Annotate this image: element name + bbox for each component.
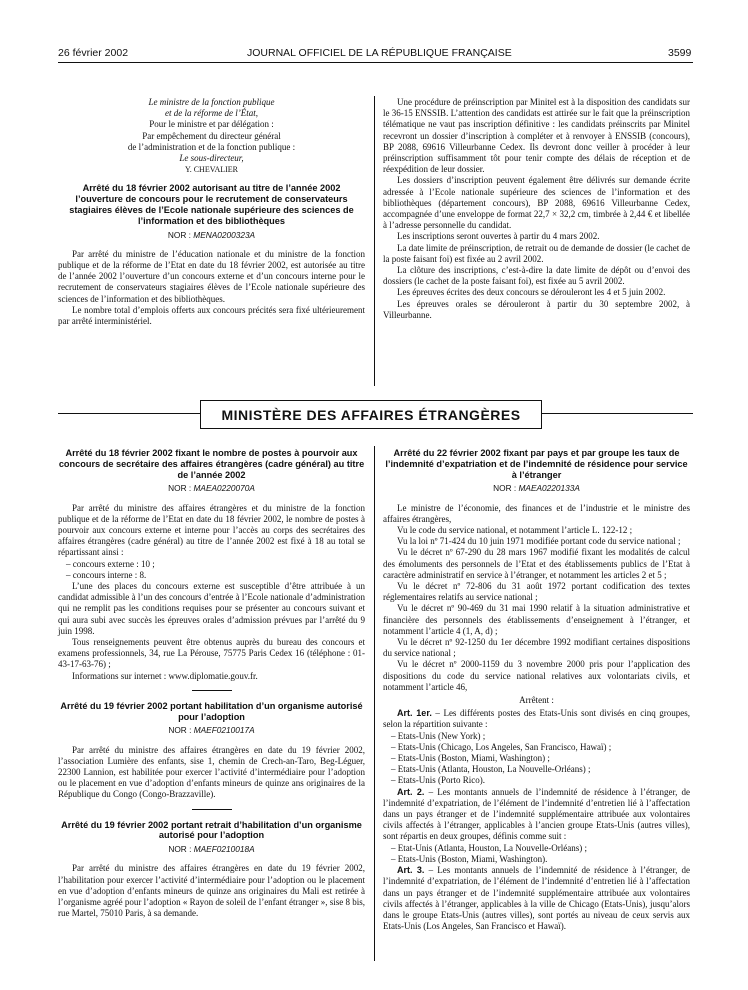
nor-reference: NOR : MENA0200323A — [167, 229, 256, 240]
page-number: 3599 — [668, 47, 692, 59]
top-right-column — [383, 97, 690, 321]
decree-title: Arrêté du 18 février 2002 autorisant au titre de l’année 2002 l’ouverture de concours pour le recrutement de conservateurs stagiaires élèves de l’Ecole nationale supérieure des sciences de l’information et des bibliothèques — [69, 183, 354, 226]
column-divider-top — [374, 96, 375, 386]
section-divider — [192, 690, 232, 691]
list-item: – Etats-Unis (New York) ; — [391, 730, 486, 741]
banner-rule-left — [58, 413, 200, 414]
paragraph: Vu le décret nº 67-290 du 28 mars 1967 modifié fixant les modalités de calcul des émoluments des personnels de l’Etat et des établissements publics de l’Etat à caractère administratif en service à l’étranger, et notamment les articles 2 et 5 ; — [383, 547, 690, 580]
journal-title: JOURNAL OFFICIEL DE LA RÉPUBLIQUE FRANÇAISE — [247, 47, 512, 59]
paragraph: Les épreuves écrites des deux concours se dérouleront les 4 et 5 juin 2002. — [397, 287, 666, 298]
paragraph: Une procédure de préinscription par Minitel est à la disposition des candidats sur le 36-15 ENSSIB. L’attention des candidats est attirée sur le fait que la préinscription télématique ne vaut pas inscription définitive : les candidats préinscrits par Minitel recevront un dossier d’inscription à compléter et à renvoyer à ENSSIB (concours), BP 2088, 69616 Villeurbanne Cedex. Ils devront donc veiller à procéder à leur préinscription suffisamment tôt pour tenir compte des délais de réception et de réexpédition de leur dossier. — [383, 97, 690, 175]
paragraph: Tous renseignements peuvent être obtenus auprès du bureau des concours et examens professionnels, 34, rue La Pérouse, 75775 Paris Cedex 16 (téléphone : 01-43-17-63-76) ; — [58, 637, 365, 670]
paragraph: Vu le décret nº 92-1250 du 1er décembre 1992 modifiant certaines dispositions du service national ; — [383, 637, 690, 659]
paragraph: La date limite de préinscription, de retrait ou de demande de dossier (le cachet de la poste faisant foi) est fixée au 2 avril 2002. — [383, 242, 690, 264]
paragraph: Vu le code du service national, et notamment l’article L. 122-12 ; — [397, 525, 633, 535]
signature-line: de l’administration et de la fonction publique : — [127, 141, 296, 152]
nor-reference: NOR : MAEF0210018A — [168, 844, 255, 855]
list-item: – Etats-Unis (Chicago, Los Angeles, San Francisco, Hawaï) ; — [391, 741, 612, 752]
list-item: – Etats-Unis (Boston, Miami, Washington) ; — [391, 753, 550, 764]
article-1: Art. 1er. – Les différents postes des Etats-Unis sont divisés en cinq groupes, selon la répartition suivante : — [383, 708, 690, 730]
paragraph: L’une des places du concours externe est susceptible d’être attribuée à un candidat admissible à l’un des concours d’entrée à l’Ecole nationale d’administration qui ne remplit pas les conditions requises pour se présenter au concours suivant et qui aura subi avec succès les épreuves orales d’admission prévues par l’arrêté du 9 juin 1998. — [58, 581, 365, 636]
signature-line: Pour le ministre et par délégation : — [149, 119, 274, 130]
paragraph: Informations sur internet : www.diplomatie.gouv.fr. — [72, 670, 258, 681]
list-item: – Etat-Unis (Atlanta, Houston, La Nouvelle-Orléans) ; — [391, 842, 587, 853]
signatory-name: Y. CHEVALIER — [184, 165, 239, 175]
arretent-heading: Arrêtent : — [519, 695, 554, 706]
list-item: – Etats-Unis (Atlanta, Houston, La Nouvelle-Orléans) ; — [391, 764, 591, 775]
column-divider-bottom — [374, 446, 375, 961]
paragraph: Vu le décret nº 72-806 du 31 août 1972 portant codification des textes réglementaires relatifs au service national ; — [383, 581, 690, 603]
signature-line: Le ministre de la fonction publique — [148, 97, 275, 107]
decree-title: Arrêté du 22 février 2002 fixant par pays et par groupe les taux de l’indemnité d’expatriation et de l’indemnité de résidence pour service à l’étranger — [385, 448, 688, 480]
list-item: – Etats-Unis (Porto Rico). — [391, 775, 485, 786]
signature-line: Le sous-directeur, — [179, 153, 244, 164]
paragraph: Les dossiers d’inscription peuvent également être délivrés sur demande écrite adressée à l’Ecole nationale supérieure des sciences de l’information et des bibliothèques (département concours), BP 2088, 69616 Villeurbanne Cedex, accompagnée d’une enveloppe de format 22,7 × 32,2 cm, timbrée à 2,44 € et libellée à l’adresse personnelle du candidat. — [383, 175, 690, 231]
nor-reference: NOR : MAEA0220070A — [168, 483, 255, 494]
paragraph: Vu le décret nº 90-469 du 31 mai 1990 relatif à la situation administrative et financière des personnels des établissements d’enseignement à l’étranger, et notamment l’article 4 (1, A, d) ; — [383, 603, 690, 636]
list-item: – concours interne : 8. — [66, 569, 147, 580]
bottom-right-column — [383, 448, 690, 932]
header-date: 26 février 2002 — [58, 47, 129, 59]
paragraph: Les épreuves orales se dérouleront à partir du 30 septembre 2002, à Villeurbanne. — [383, 298, 690, 320]
nor-reference: NOR : MAEF0210017A — [168, 725, 255, 736]
paragraph: Vu la loi nº 71-424 du 10 juin 1971 modifiée portant code du service national ; — [397, 536, 681, 547]
article-3: Art. 3. – Les montants annuels de l’indemnité de résidence à l’étranger, de l’indemnité d’expatriation, de l’élément de l’indemnité d’entretien lié à l’affectation dans un pays étranger et de l’indemnité supplémentaire attribuée aux volontaires civils affectés à l’étranger, applicables à la ville de Chicago (Etats-Unis), jusqu’alors dans le groupe Etats-Unis (autres villes), sont portés au niveau de ceux servis aux Etats-Unis (Los Angeles, San Francisco et Hawaï). — [383, 865, 690, 932]
decree-title: Arrêté du 18 février 2002 fixant le nombre de postes à pourvoir aux concours de secrétaire des affaires étrangères (cadre général) au titre de l’année 2002 — [58, 448, 365, 480]
paragraph: Le nombre total d’emplois offerts aux concours précités sera fixé ultérieurement par arrêté interministériel. — [58, 304, 365, 327]
header-rule — [58, 62, 693, 63]
paragraph: Les inscriptions seront ouvertes à partir du 4 mars 2002. — [397, 231, 600, 242]
article-2: Art. 2. – Les montants annuels de l’indemnité de résidence à l’étranger, de l’indemnité d’expatriation, de l’élément de l’indemnité d’entretien lié à l’affectation dans un pays étranger et de l’indemnité supplémentaire attribuée aux volontaires civils affectés à l’étranger, applicables à l’ancien groupe Etats-Unis (autres villes), sont répartis en deux groupes, définis comme suit : — [383, 786, 690, 842]
bottom-left-column — [58, 448, 365, 919]
paragraph: Par arrêté du ministre des affaires étrangères et du ministre de la fonction publique et de la réforme de l’Etat en date du 18 février 2002, le nombre de postes à pourvoir aux concours externe et interne pour l’accès au corps des secrétaires des affaires étrangères (cadre général) au titre de l’année 2002 est fixé à 18 au total se répartissant ainsi : — [58, 502, 365, 558]
signature-line: et de la réforme de l’État, — [165, 108, 258, 119]
decree-title: Arrêté du 19 février 2002 portant habilitation d’un organisme autorisé pour l’adoption — [60, 700, 363, 722]
top-left-column — [58, 97, 365, 327]
paragraph: Par arrêté du ministre des affaires étrangères en date du 19 février 2002, l’association Lumière des enfants, sise 1, chemin de Crech-an-Taro, Beg-Léguer, 22300 Lannion, est habilitée pour exercer l’activité d’intermédiaire pour l’adoption ou le placement en vue d’adoption d’enfants mineurs de quinze ans originaires de la République du Congo (Congo-Brazzaville). — [58, 744, 365, 800]
signature-line: Par empêchement du directeur général — [142, 130, 281, 141]
list-item: – Etats-Unis (Boston, Miami, Washington). — [391, 853, 548, 864]
paragraph: Vu le décret nº 2000-1159 du 3 novembre 2000 pris pour l’application des dispositions du code du service national relatives aux volontariats civils, et notamment l’article 46, — [383, 659, 690, 692]
list-item: – concours externe : 10 ; — [66, 558, 155, 569]
paragraph: Par arrêté du ministre de l’éducation nationale et du ministre de la fonction publique et de la réforme de l’Etat en date du 18 février 2002, est autorisée au titre de l’année 2002 l’ouverture d’un concours externe et d’un concours interne pour le recrutement de conservateurs stagiaires élèves de l’Ecole nationale supérieure des sciences de l’information et des bibliothèques. — [58, 248, 365, 304]
paragraph: Le ministre de l’économie, des finances et de l’industrie et le ministre des affaires étrangères, — [383, 502, 690, 524]
paragraph: Par arrêté du ministre des affaires étrangères en date du 19 février 2002, l’habilitation pour exercer l’activité d’intermédiaire pour l’adoption ou le placement en vue d’adoption d’enfants mineurs de quinze ans originaires du Mali est retirée à l’organisme agréé pour l’adoption « Rayon de soleil de l’enfant étranger », sise 8 bis, rue Martel, 75010 Paris, à sa demande. — [58, 863, 365, 919]
paragraph: La clôture des inscriptions, c’est-à-dire la date limite de dépôt ou d’envoi des dossiers (le cachet de la poste faisant foi), est fixée au 5 avril 2002. — [383, 265, 690, 287]
ministry-banner: MINISTÈRE DES AFFAIRES ÉTRANGÈRES — [200, 400, 542, 429]
decree-title: Arrêté du 19 février 2002 portant retrait d’habilitation d’un organisme autorisé pour l’adoption — [61, 819, 362, 841]
section-divider — [192, 809, 232, 810]
banner-rule-right — [542, 413, 693, 414]
nor-reference: NOR : MAEA0220133A — [493, 483, 580, 494]
